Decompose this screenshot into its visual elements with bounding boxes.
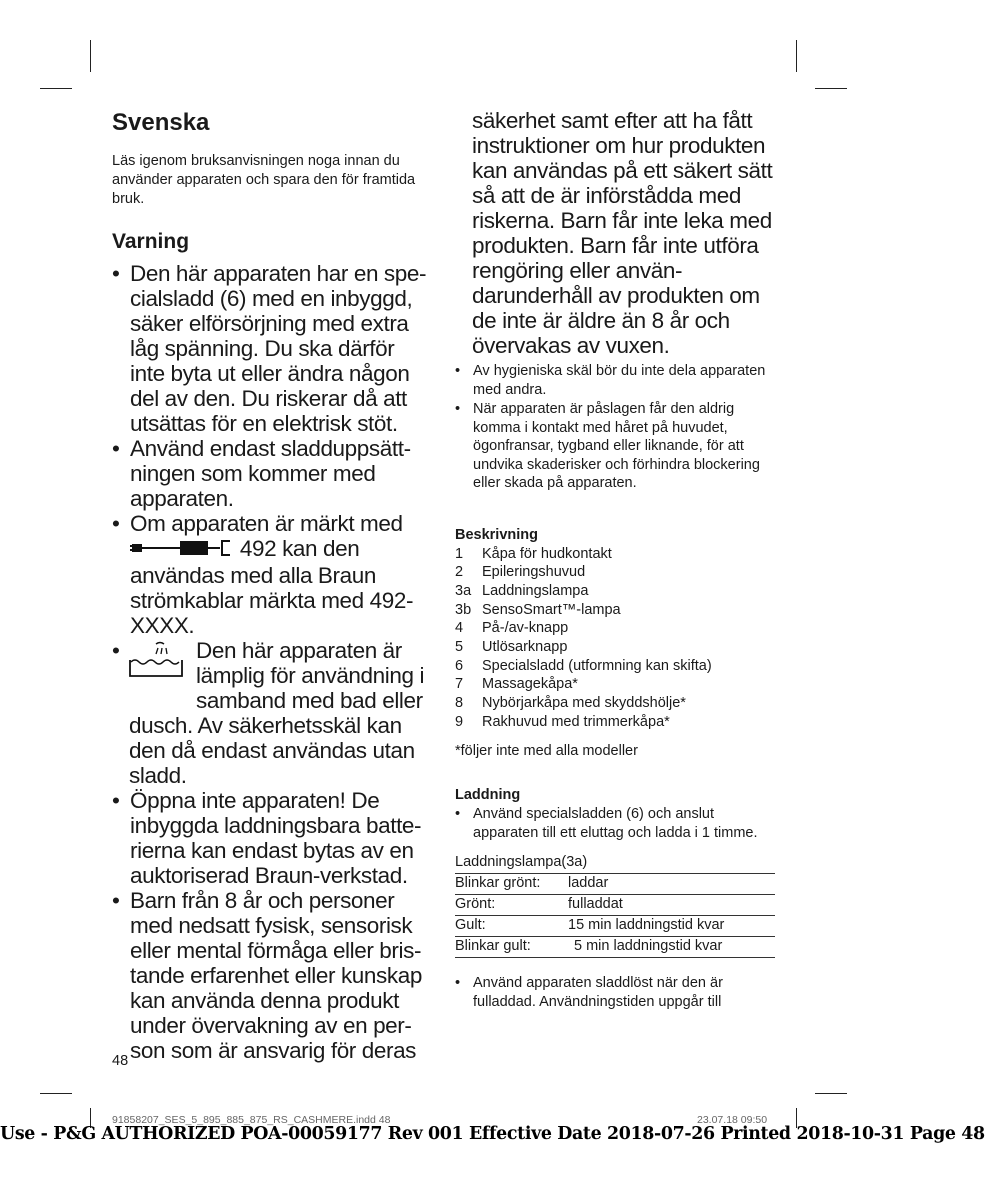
left-column: [112, 108, 430, 1063]
table-row: Blinkar grönt: laddar: [455, 874, 775, 895]
warning-bullet-continued: dusch. Av säkerhetsskäl kan den då endast användas utan sladd.: [129, 712, 415, 788]
warning-bullet: • Barn från 8 år och personer med nedsatt fysisk, sensorisk eller mental förmåga eller bris-tande erfarenhet eller kunskap kan använda denna produkt under övervakning av en per-son som är ansvarig för deras: [112, 887, 422, 1063]
file-info: 91858207_SES_5_895_885_875_RS_CASHMERE.indd 48: [112, 1114, 391, 1126]
list-item: 5 Utlösarknapp: [455, 639, 568, 656]
warning-bullet: • Om apparaten är märkt med 492 kan den användas med alla Braun strömkablar märkta med 492-XXXX.: [112, 511, 414, 638]
intro-text: Läs igenom bruksanvisningen noga innan du använder apparaten och spara den för framtida bruk.: [112, 153, 416, 207]
warning-bullet: • Den här apparaten är lämplig för användning i samband med bad eller: [112, 637, 425, 713]
footer: [0, 1114, 985, 1150]
crop-mark: [796, 40, 797, 72]
small-bullet: • Använd apparaten sladdlöst när den är fulladdad. Användningstiden uppgår till: [455, 975, 723, 1010]
list-item: 1 Kåpa för hudkontakt: [455, 545, 612, 562]
crop-mark: [40, 1093, 72, 1094]
table-row: Gult: 15 min laddningstid kvar: [455, 916, 775, 937]
crop-mark: [815, 1093, 847, 1094]
list-item: 2 Epileringshuvud: [455, 564, 586, 581]
description-title: Beskrivning: [455, 526, 538, 543]
table-title: Laddningslampa(3a): [455, 853, 775, 874]
list-item: 7 Massagekåpa*: [455, 676, 578, 693]
page-number: 48: [112, 1053, 129, 1069]
list-item: 3b SensoSmart™-lampa: [455, 601, 621, 618]
crop-mark: [815, 88, 847, 89]
list-item: 4 På-/av-knapp: [455, 620, 569, 637]
crop-mark: [40, 88, 72, 89]
small-bullet: • När apparaten är påslagen får den aldrig komma i kontakt med håret på huvudet, ögonfransar, tygband eller liknande, för att undvika skaderisker och förhindra blockering eller skada på apparaten.: [455, 401, 760, 491]
charge-light-table: [455, 853, 775, 958]
language-title: Svenska: [112, 109, 210, 136]
list-item: 8 Nybörjarkåpa med skyddshölje*: [455, 695, 686, 712]
crop-mark: [90, 40, 91, 72]
warning-continued-text: säkerhet samt efter att ha fått instruktioner om hur produkten kan användas på ett säkert sätt så att de är införstådda med riskerna. Barn får inte leka med produkten. Barn får inte utföra rengöring eller använ-darunderhåll av produkten om de inte är äldre än 8 år och övervakas av vuxen.: [472, 108, 773, 358]
list-item: 3a Laddningslampa: [455, 582, 589, 599]
warning-title: Varning: [112, 230, 190, 253]
description-list: [455, 545, 775, 732]
timestamp: 23.07.18 09:50: [697, 1114, 768, 1126]
warning-bullet: • Använd endast sladduppsätt-ningen som kommer med apparaten.: [112, 436, 411, 511]
table-row: Grönt: fulladdat: [455, 895, 775, 916]
small-bullet: • Av hygieniska skäl bör du inte dela apparaten med andra.: [455, 363, 766, 398]
footnote: *följer inte med alla modeller: [455, 742, 638, 759]
authorization-stamp: Use - P&G AUTHORIZED POA-00059177 Rev 001 Effective Date 2018-07-26 Printed 2018-10-31 Page 48: [0, 1124, 985, 1144]
bath-shower-icon: [128, 640, 184, 685]
charging-title: Laddning: [455, 787, 521, 804]
warning-bullet: • Den här apparaten har en spe-cialsladd (6) med en inbyggd, säker elförsörjning med extra låg spänning. Du ska därför inte byta ut eller ändra någon del av den. Du riskerar då att utsättas för en elektrisk stöt.: [112, 261, 427, 436]
table-row: Blinkar gult: 5 min laddningstid kvar: [455, 937, 775, 958]
right-column: [455, 108, 775, 1012]
small-bullet: • Använd specialsladden (6) och anslut apparaten till ett eluttag och ladda i 1 timme.: [455, 806, 758, 841]
warning-bullet: • Öppna inte apparaten! De inbyggda laddningsbara batte-rierna kan endast bytas av en auktoriserad Braun-verkstad.: [112, 787, 422, 888]
list-item: 9 Rakhuvud med trimmerkåpa*: [455, 713, 670, 730]
plug-symbol-icon: [130, 538, 234, 563]
list-item: 6 Specialsladd (utformning kan skifta): [455, 657, 712, 674]
